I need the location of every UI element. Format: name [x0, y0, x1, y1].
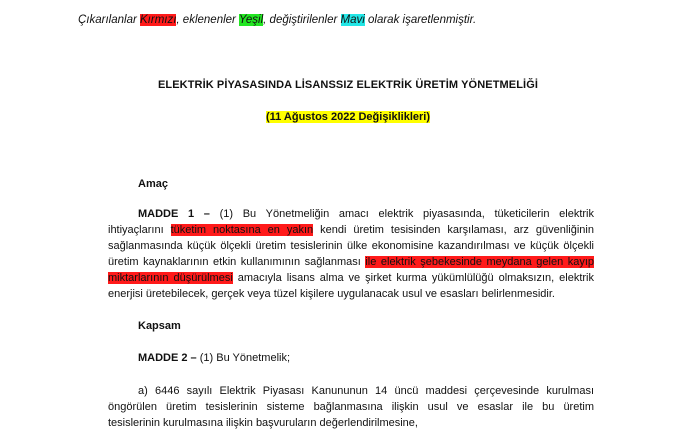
removed-text-3: miktarlarının düşürülmesi — [108, 272, 233, 284]
section-heading-amac: Amaç — [138, 178, 168, 190]
legend-changed-cyan: Mavi — [340, 14, 365, 26]
madde-1-label: MADDE 1 – — [138, 208, 210, 220]
madde-1-line-6: enerjisi üretebilecek, gerçek veya tüzel kişilere uygulanacak usul ve esasları belirlenmesidir. — [108, 288, 555, 300]
madde-1-line-1: MADDE 1 – (1) Bu Yönetmeliğin amacı elektrik piyasasında, tüketicilerin elektrik — [138, 208, 595, 220]
item-a-line-3: tesislerinin kurulmasına ilişkin başvuruların değerlendirilmesine, — [108, 417, 418, 429]
legend-mid2: , değiştirilenler — [263, 14, 341, 26]
change-legend — [78, 14, 476, 26]
subtitle-text: (11 Ağustos 2022 Değişiklikleri) — [265, 111, 431, 123]
madde-2-text: (1) Bu Yönetmelik; — [196, 352, 291, 364]
item-a-line-1: a) 6446 sayılı Elektrik Piyasası Kanununun 14 üncü maddesi çerçevesinde kurulması — [138, 385, 594, 397]
document-title: ELEKTRİK PİYASASINDA LİSANSSIZ ELEKTRİK ÜRETİM YÖNETMELİĞİ — [157, 79, 539, 91]
document-subtitle — [0, 111, 696, 123]
legend-removed-red: Kırmızı — [140, 14, 177, 26]
legend-added-green: Yeşil — [238, 14, 264, 26]
removed-text-2: ile elektrik şebekesinde meydana gelen kayıp — [365, 256, 595, 268]
madde-1-line-5: miktarlarının düşürülmesi amacıyla lisans alma ve şirket kurma yükümlülüğü olmaksızın, elektrik — [108, 272, 594, 284]
legend-prefix: Çıkarılanlar — [78, 14, 140, 26]
madde-1-line-3: sağlanmasında küçük ölçekli üretim tesislerinin ülke ekonomisine kazandırılması ve küçük ölçekli — [108, 240, 594, 252]
legend-suffix: olarak işaretlenmiştir. — [364, 14, 477, 26]
madde-1-paragraph — [108, 206, 594, 302]
madde-1-line-4: üretim kaynaklarının etkin kullanımının sağlanması ile elektrik şebekesinde meydana gelen kayıp — [108, 256, 595, 268]
madde-1-line-2: ihtiyaçlarını tüketim noktasına en yakın kendi üretim tesisinden karşılaması, arz güvenliğinin — [108, 224, 594, 236]
item-a-paragraph — [108, 383, 594, 431]
madde-2-paragraph — [138, 352, 290, 364]
removed-text-1: tüketim noktasına en yakın — [170, 224, 314, 236]
item-a-line-2: öngörülen üretim tesislerinin sisteme bağlanmasına ilişkin usul ve esaslar ile bu üretim — [108, 401, 594, 413]
madde-2-label: MADDE 2 – — [138, 352, 197, 364]
legend-mid1: , eklenenler — [176, 14, 239, 26]
section-heading-kapsam: Kapsam — [138, 320, 181, 332]
